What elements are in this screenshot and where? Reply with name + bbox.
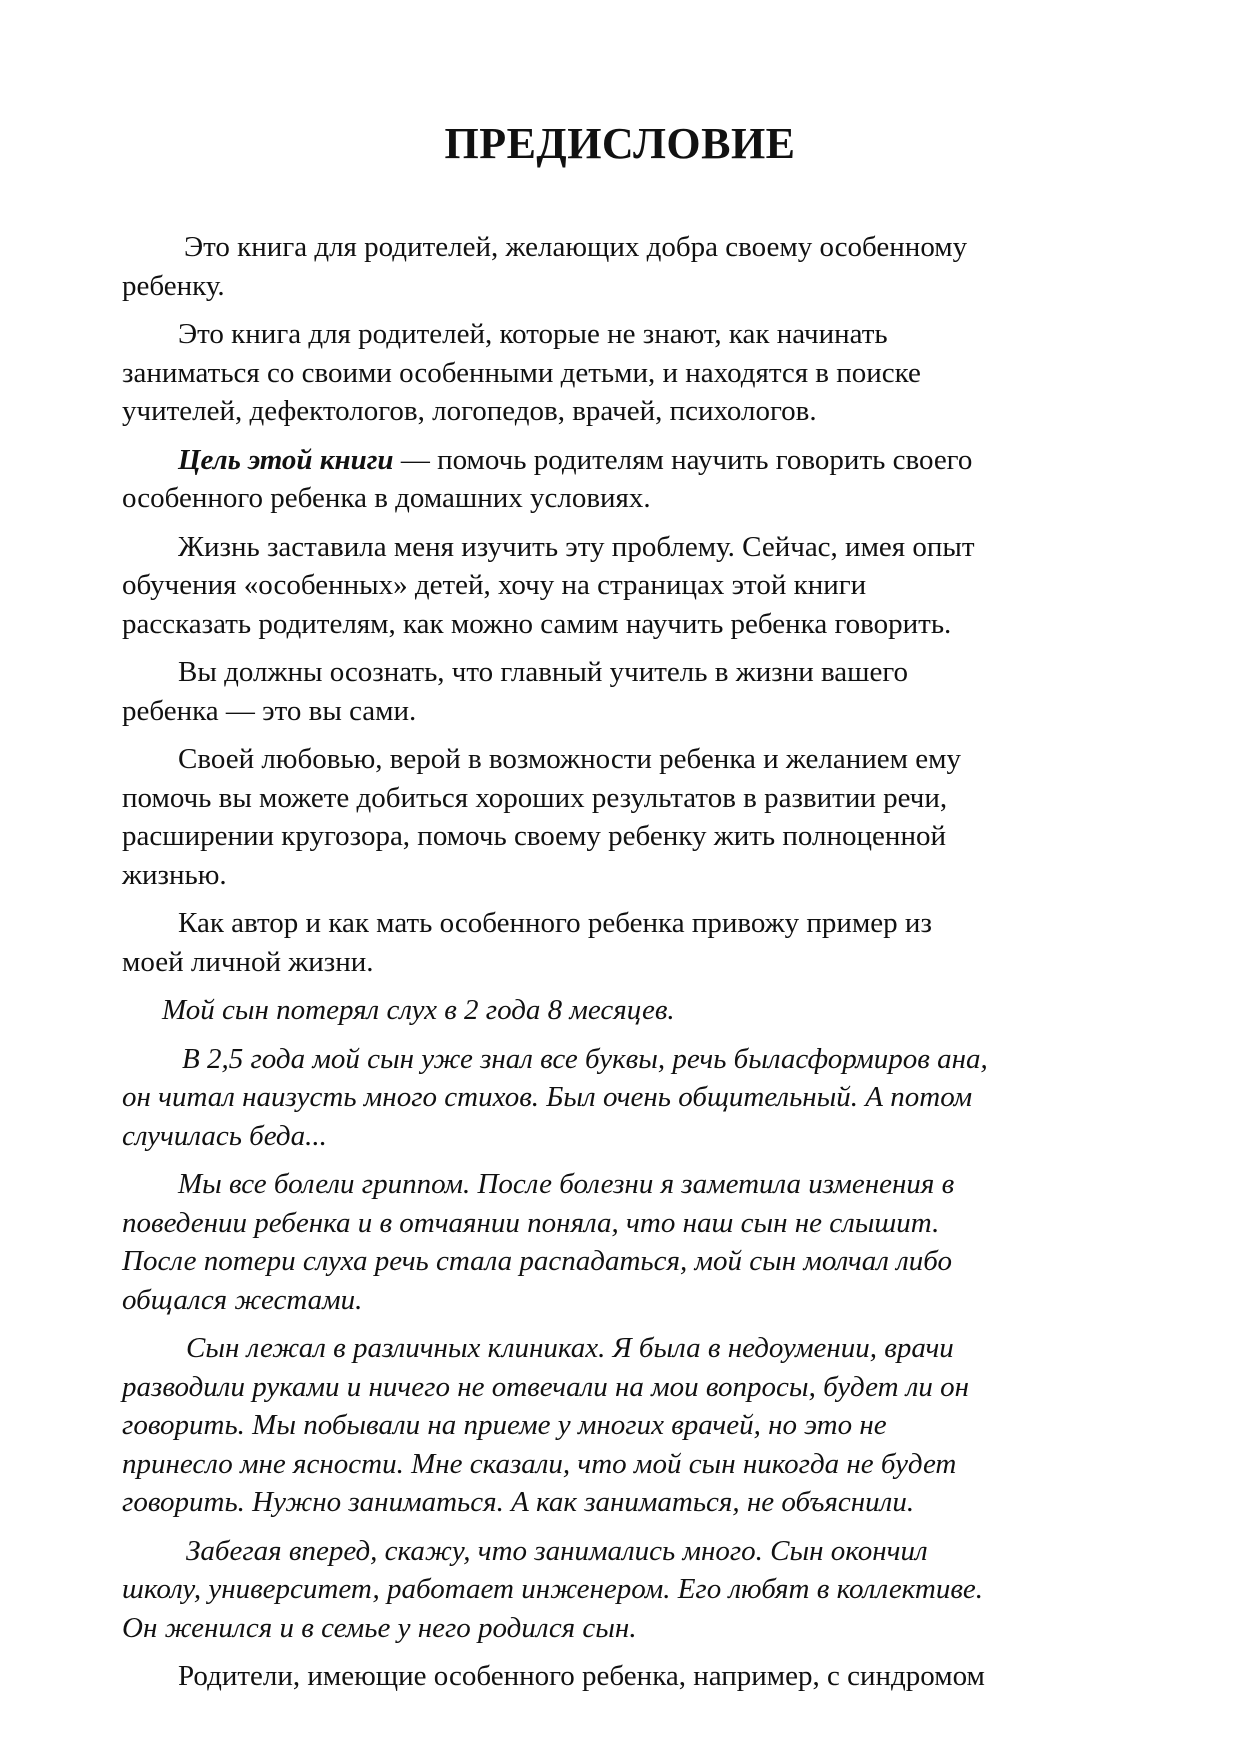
text-line: моей личной жизни. — [122, 945, 374, 978]
text-line: Мой сын потерял слух в 2 года 8 месяцев. — [162, 994, 675, 1026]
emphasis-text: Цель этой книги — [178, 443, 394, 476]
text-line: случилась беда... — [122, 1119, 327, 1152]
text-line: Это книга для родителей, желающих добра своему особенному — [184, 231, 968, 263]
text-line: общался жестами. — [122, 1283, 363, 1316]
text-line: говорить. Нужно заниматься. А как заниматься, не объяснили. — [122, 1486, 915, 1518]
text-line: После потери слуха речь стала распадаться, мой сын молчал либо — [122, 1245, 952, 1277]
paragraph — [122, 740, 1122, 894]
text-line: ребенка — это вы сами. — [122, 694, 417, 727]
paragraph — [122, 904, 1122, 981]
text-line: жизнью. — [122, 858, 227, 891]
text-line: Вы должны осознать, что главный учитель в жизни вашего — [178, 656, 909, 688]
paragraph — [122, 315, 1122, 431]
text-line: Жизнь заставила меня изучить эту проблему. Сейчас, имея опыт — [178, 530, 975, 563]
text-line: он читал наизусть много стихов. Был очень общительный. А потом — [122, 1081, 973, 1113]
text-fragment: — помочь родителям научить говорить своего — [393, 443, 973, 476]
paragraph — [122, 441, 1122, 518]
text-line: школу, университет, работает инженером. Его любят в коллективе. — [122, 1573, 984, 1605]
text-line: помочь вы можете добиться хороших результатов в развитии речи, — [122, 781, 948, 814]
paragraph — [122, 528, 1122, 644]
paragraph — [122, 1657, 1122, 1696]
text-line: Своей любовью, верой в возможности ребенка и желанием ему — [178, 743, 961, 775]
text-line — [122, 441, 1122, 480]
paragraph — [122, 1329, 1122, 1522]
text-line: Это книга для родителей, которые не знают, как начинать — [178, 318, 888, 350]
paragraph — [122, 228, 1122, 305]
text-line: заниматься со своими особенными детьми, и находятся в поиске — [122, 356, 921, 389]
text-line: Как автор и как мать особенного ребенка привожу пример из — [178, 907, 932, 939]
page-title: ПРЕДИСЛОВИЕ — [444, 119, 796, 168]
text-line: обучения «особенных» детей, хочу на страницах этой книги — [122, 569, 867, 601]
text-line: Родители, имеющие особенного ребенка, например, с синдромом — [178, 1660, 985, 1692]
text-line: Он женился и в семье у него родился сын. — [122, 1611, 637, 1644]
text-line: разводили руками и ничего не отвечали на мои вопросы, будет ли он — [122, 1370, 970, 1403]
text-line: Мы все болели гриппом. После болезни я заметила изменения в — [178, 1168, 955, 1200]
text-line: В 2,5 года мой сын уже знал все буквы, речь быласформиров ана, — [182, 1042, 988, 1075]
text-line: расширении кругозора, помочь своему ребенку жить полноценной — [122, 820, 946, 852]
paragraph — [122, 653, 1122, 730]
text-line: принесло мне ясности. Мне сказали, что мой сын никогда не будет — [122, 1447, 957, 1480]
text-line: говорить. Мы побывали на приеме у многих врачей, но это не — [122, 1409, 887, 1441]
text-line: ребенку. — [122, 269, 225, 302]
paragraph — [122, 1532, 1122, 1648]
text-line: поведении ребенка и в отчаянии поняла, что наш сын не слышит. — [122, 1206, 940, 1239]
text-line: особенного ребенка в домашних условиях. — [122, 482, 651, 514]
paragraph — [122, 1165, 1122, 1319]
text-line: Сын лежал в различных клиниках. Я была в недоумении, врачи — [186, 1332, 954, 1364]
document-body — [122, 228, 1122, 1696]
text-line: Забегая вперед, скажу, что занимались много. Сын окончил — [186, 1534, 928, 1567]
paragraph — [122, 991, 1122, 1030]
paragraph — [122, 1040, 1122, 1156]
text-line: рассказать родителям, как можно самим научить ребенка говорить. — [122, 607, 952, 640]
text-line: учителей, дефектологов, логопедов, врачей, психологов. — [122, 395, 817, 427]
